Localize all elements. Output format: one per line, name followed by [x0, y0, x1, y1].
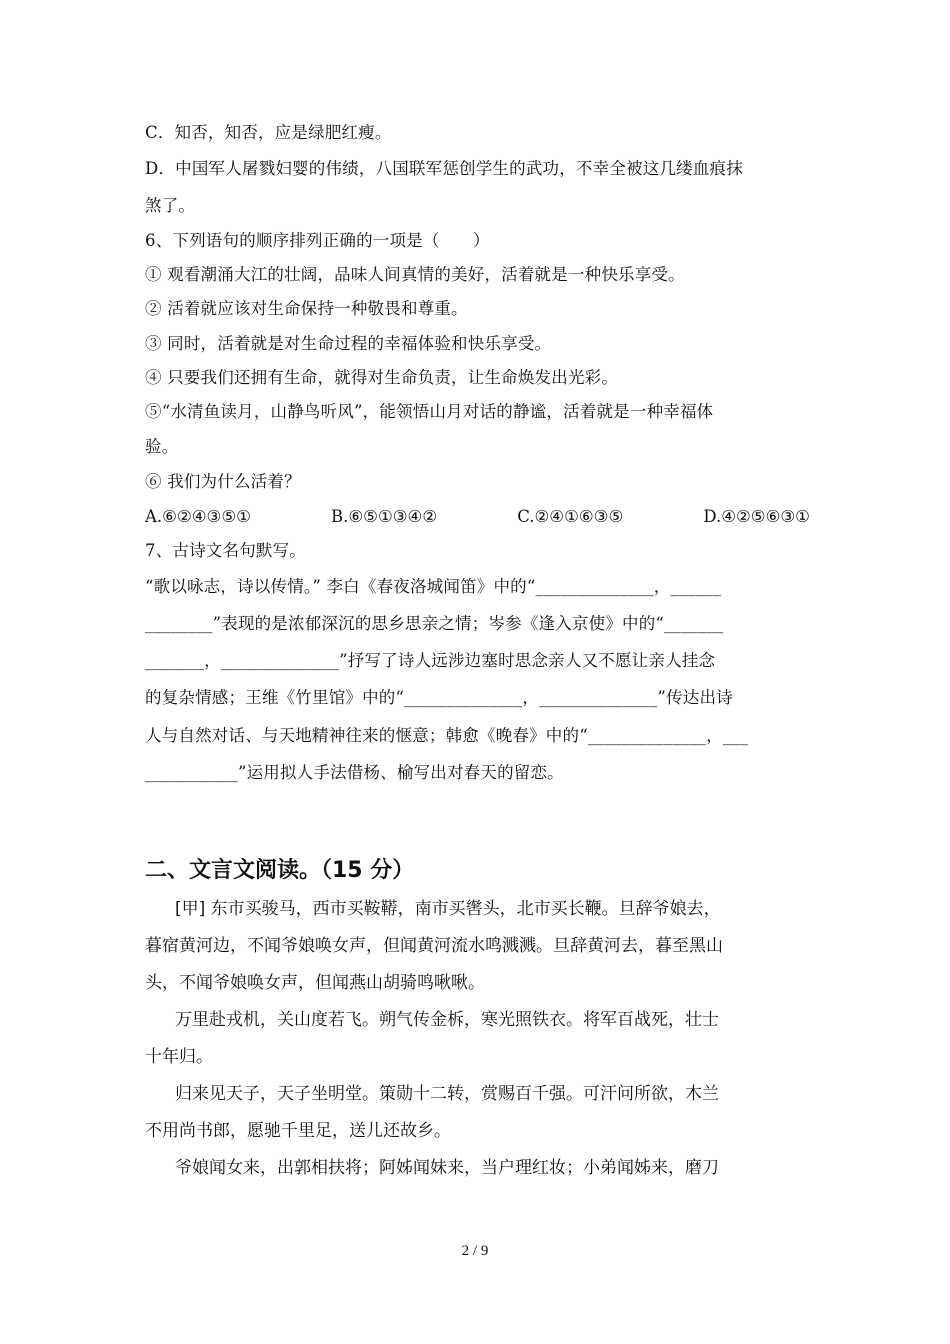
passage-p1-line3: 头，不闻爷娘唤女声，但闻燕山胡骑鸣啾啾。	[145, 973, 485, 993]
q6-option-a: A.⑥②④③⑤①	[145, 507, 251, 526]
q6-sentence-5-line1: ⑤“水清鱼读月，山静鸟听风”，能领悟山月对话的静谧，活着就是一种幸福体	[145, 402, 714, 421]
passage-p2-line1: 万里赴戎机，关山度若飞。朔气传金柝，寒光照铁衣。将军百战死，壮士	[175, 1010, 719, 1030]
page-number: 2 / 9	[461, 1243, 489, 1259]
q6-sentence-6: ⑥ 我们为什么活着？	[145, 472, 301, 491]
q7-line-4: 的复杂情感；王维《竹里馆》中的“______________，______________”传达出诗	[145, 688, 733, 707]
q6-option-b: B.⑥⑤①③④②	[331, 507, 438, 526]
q6-sentence-2: ② 活着就应该对生命保持一种敬畏和尊重。	[145, 299, 468, 318]
section-heading: 二、文言文阅读。（15 分）	[145, 858, 415, 883]
passage-p4-line1: 爷娘闻女来，出郭相扶将；阿姊闻妹来，当户理红妆；小弟闻姊来，磨刀	[175, 1158, 719, 1178]
q6-answer-options	[145, 505, 810, 529]
q5-option-d-line2: 煞了。	[145, 196, 196, 215]
q6-prompt: 6、下列语句的顺序排列正确的一项是（ ）	[145, 231, 490, 250]
q7-line-6: ___________”运用拟人手法借杨、榆写出对春天的留恋。	[145, 763, 564, 782]
q6-option-c: C.②④①⑥③⑤	[517, 507, 624, 526]
passage-p3-line2: 不用尚书郎，愿驰千里足，送儿还故乡。	[145, 1121, 451, 1141]
q7-line-1: “歌以咏志，诗以传情。” 李白《春夜洛城闻笛》中的“______________，______	[145, 577, 722, 596]
q7-line-5: 人与自然对话、与天地精神往来的惬意；韩愈《晚春》中的“______________，___	[145, 726, 749, 745]
q6-sentence-5-line2: 验。	[145, 437, 179, 456]
passage-p1-line1: [甲] 东市买骏马，西市买鞍鞯，南市买辔头，北市买长鞭。旦辞爷娘去，	[175, 899, 721, 919]
q6-sentence-4: ④ 只要我们还拥有生命，就得对生命负责，让生命焕发出光彩。	[145, 368, 619, 387]
q7-line-2: ________”表现的是浓郁深沉的思乡思亲之情；岑参《逢入京使》中的“_______	[145, 614, 724, 633]
q7-prompt: 7、古诗文名句默写。	[145, 541, 306, 560]
passage-p2-line2: 十年归。	[145, 1047, 213, 1067]
q5-option-c: C．知否，知否，应是绿肥红瘦。	[145, 123, 392, 142]
q5-option-d-line1: D．中国军人屠戮妇婴的伟绩，八国联军惩创学生的武功，不幸全被这几缕血痕抹	[145, 159, 743, 178]
q7-line-3: _______，______________”抒写了诗人远涉边塞时思念亲人又不愿让亲人挂念	[145, 651, 716, 670]
q6-sentence-3: ③ 同时，活着就是对生命过程的幸福体验和快乐享受。	[145, 334, 552, 353]
q6-sentence-1: ① 观看潮涌大江的壮阔，品味人间真情的美好，活着就是一种快乐享受。	[145, 265, 685, 284]
passage-p1-line2: 暮宿黄河边，不闻爷娘唤女声，但闻黄河流水鸣溅溅。旦辞黄河去，暮至黑山	[145, 936, 723, 956]
q6-option-d: D.④②⑤⑥③①	[703, 507, 810, 526]
passage-p3-line1: 归来见天子，天子坐明堂。策勋十二转，赏赐百千强。可汗问所欲，木兰	[175, 1084, 719, 1104]
